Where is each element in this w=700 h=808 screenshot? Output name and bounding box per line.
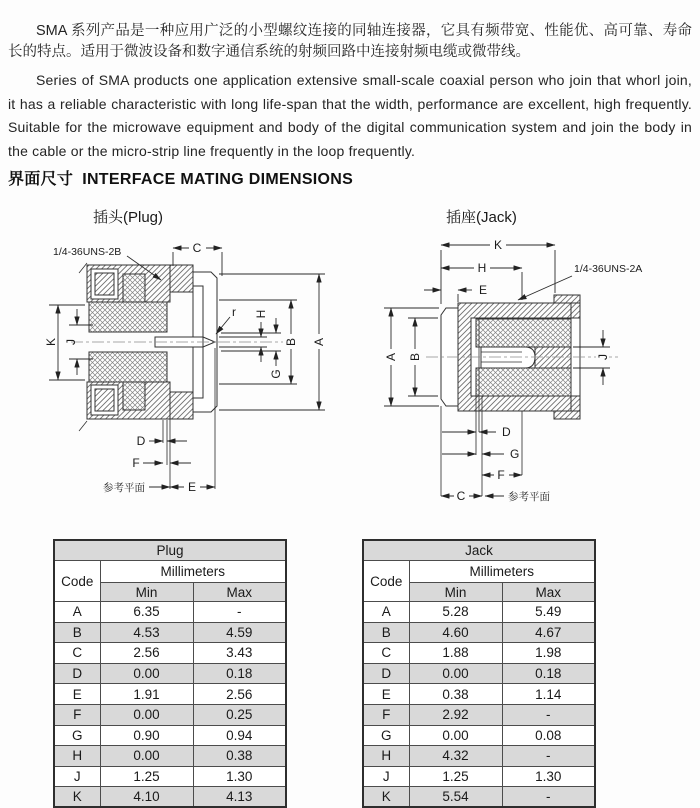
jack-unit-header: Millimeters	[409, 561, 595, 583]
plug-min-header: Min	[100, 583, 193, 602]
plug-gasket-top	[123, 274, 145, 302]
plug-thread-label: 1/4-36UNS-2B	[53, 246, 122, 258]
code-cell: C	[54, 643, 100, 664]
jack-body	[426, 295, 618, 419]
plug-dielectric-bottom	[89, 352, 167, 382]
min-cell: 2.56	[100, 643, 193, 664]
table-row	[363, 746, 595, 767]
code-cell: B	[54, 622, 100, 643]
plug-dielectric-top	[89, 302, 167, 332]
plug-barrel-bottom	[170, 392, 193, 419]
code-cell: F	[54, 704, 100, 725]
plug-dim-f: F	[132, 456, 140, 470]
max-cell: -	[502, 704, 595, 725]
jack-dim-k: K	[493, 238, 503, 252]
max-cell: 3.43	[193, 643, 286, 664]
min-cell: 5.28	[409, 602, 502, 623]
code-cell: J	[363, 766, 409, 787]
table-row	[363, 704, 595, 725]
jack-dim-a: A	[384, 352, 398, 362]
jack-hex-bottom	[554, 411, 580, 419]
code-cell: K	[363, 787, 409, 808]
code-cell: G	[363, 725, 409, 746]
max-cell: 1.30	[502, 766, 595, 787]
max-cell: 2.56	[193, 684, 286, 705]
table-row	[54, 725, 286, 746]
min-cell: 4.32	[409, 746, 502, 767]
plug-dim-h: H	[254, 309, 268, 319]
min-cell: 1.25	[100, 766, 193, 787]
plug-dim-a: A	[312, 337, 326, 347]
code-cell: H	[363, 746, 409, 767]
jack-thread-label: 1/4-36UNS-2A	[574, 263, 643, 275]
code-cell: D	[54, 663, 100, 684]
section-title-en: INTERFACE MATING DIMENSIONS	[82, 171, 354, 188]
max-cell: 0.08	[502, 725, 595, 746]
min-cell: 2.92	[409, 704, 502, 725]
min-cell: 0.00	[100, 746, 193, 767]
plug-diagram-label: 插头(Plug)	[93, 209, 164, 226]
table-row	[54, 602, 286, 623]
table-row	[363, 663, 595, 684]
min-cell: 6.35	[100, 602, 193, 623]
plug-dim-k: K	[44, 337, 58, 347]
min-cell: 0.90	[100, 725, 193, 746]
code-cell: J	[54, 766, 100, 787]
intro-paragraph-en: Series of SMA products one application extensive small-scale coaxial person who join that whorl join, it has a reliable characteristic with long life-span that the width, performance are excellent, high frequently. Suitable for the microwave equipment and body of the digital communication system and join the body in the cable or the micro-strip line frequently in the loop frequently.	[8, 72, 692, 159]
jack-dielectric-bottom	[476, 368, 571, 396]
jack-ref-plane-label: 参考平面	[508, 491, 550, 503]
jack-dielectric-top	[476, 319, 571, 347]
plug-dim-e: E	[187, 480, 197, 494]
min-cell: 0.38	[409, 684, 502, 705]
jack-dim-g: G	[510, 447, 520, 461]
jack-code-header: Code	[363, 561, 409, 602]
table-row	[363, 602, 595, 623]
min-cell: 0.00	[409, 663, 502, 684]
max-cell: 4.13	[193, 787, 286, 808]
max-cell: 1.14	[502, 684, 595, 705]
min-cell: 4.10	[100, 787, 193, 808]
jack-dimensions-table	[362, 539, 596, 808]
jack-dim-e: E	[479, 283, 488, 297]
max-cell: -	[502, 787, 595, 808]
min-cell: 1.25	[409, 766, 502, 787]
max-cell: 4.67	[502, 622, 595, 643]
code-cell: A	[54, 602, 100, 623]
jack-dim-j: J	[596, 354, 610, 360]
plug-dim-b: B	[284, 337, 298, 347]
table-row	[54, 643, 286, 664]
jack-hex-top	[554, 295, 580, 303]
jack-min-header: Min	[409, 583, 502, 602]
min-cell: 4.53	[100, 622, 193, 643]
jack-dim-f: F	[497, 468, 505, 482]
break-marks	[79, 263, 87, 431]
plug-dim-c: C	[192, 241, 202, 255]
table-row	[363, 643, 595, 664]
max-cell: 0.94	[193, 725, 286, 746]
plug-dim-g: G	[269, 369, 283, 379]
code-cell: G	[54, 725, 100, 746]
plug-gasket-bottom	[123, 382, 145, 410]
jack-cross-section-diagram	[358, 230, 693, 532]
min-cell: 5.54	[409, 787, 502, 808]
max-cell: 0.18	[193, 663, 286, 684]
table-row	[54, 766, 286, 787]
code-cell: D	[363, 663, 409, 684]
jack-dim-c: C	[456, 489, 466, 503]
plug-ref-plane-label: 参考平面	[103, 482, 145, 494]
plug-max-header: Max	[193, 583, 286, 602]
max-cell: 1.30	[193, 766, 286, 787]
max-cell: 0.18	[502, 663, 595, 684]
max-cell: -	[193, 602, 286, 623]
code-cell: B	[363, 622, 409, 643]
code-cell: E	[363, 684, 409, 705]
plug-table-title: Plug	[54, 540, 286, 561]
min-cell: 0.00	[409, 725, 502, 746]
max-cell: 0.25	[193, 704, 286, 725]
max-cell: 5.49	[502, 602, 595, 623]
jack-dim-h: H	[477, 261, 487, 275]
plug-dimensions-table	[53, 539, 287, 808]
table-row	[54, 684, 286, 705]
code-cell: A	[363, 602, 409, 623]
jack-dim-d: D	[502, 425, 511, 439]
min-cell: 0.00	[100, 704, 193, 725]
jack-table-title: Jack	[363, 540, 595, 561]
jack-max-header: Max	[502, 583, 595, 602]
table-row	[363, 766, 595, 787]
plug-cross-section-diagram	[25, 230, 355, 532]
intro-paragraph-cn: SMA 系列产品是一种应用广泛的小型螺纹连接的同轴连接器，它具有频带宽、性能优、高可靠、寿命长的特点。适用于微波设备和数字通信系统的射频回路中连接射频电缆或微带线。	[8, 22, 692, 60]
table-row	[363, 622, 595, 643]
min-cell: 1.88	[409, 643, 502, 664]
code-cell: H	[54, 746, 100, 767]
code-cell: K	[54, 787, 100, 808]
plug-unit-header: Millimeters	[100, 561, 286, 583]
plug-dim-j: J	[64, 339, 78, 345]
plug-dim-r: r	[232, 305, 236, 319]
table-row	[54, 622, 286, 643]
plug-barrel-top	[170, 265, 193, 292]
table-row	[363, 725, 595, 746]
table-row	[54, 704, 286, 725]
table-row	[54, 663, 286, 684]
min-cell: 1.91	[100, 684, 193, 705]
max-cell: 4.59	[193, 622, 286, 643]
table-row	[363, 787, 595, 808]
table-row	[363, 684, 595, 705]
plug-dim-d: D	[136, 434, 146, 448]
plug-code-header: Code	[54, 561, 100, 602]
table-row	[54, 746, 286, 767]
jack-diagram-label: 插座(Jack)	[446, 209, 517, 226]
section-title-cn: 界面尺寸	[8, 171, 74, 188]
jack-dim-b: B	[408, 352, 422, 362]
max-cell: -	[502, 746, 595, 767]
min-cell: 4.60	[409, 622, 502, 643]
table-row	[54, 787, 286, 808]
min-cell: 0.00	[100, 663, 193, 684]
code-cell: F	[363, 704, 409, 725]
section-title	[8, 166, 353, 189]
max-cell: 0.38	[193, 746, 286, 767]
max-cell: 1.98	[502, 643, 595, 664]
code-cell: C	[363, 643, 409, 664]
code-cell: E	[54, 684, 100, 705]
jack-socket-contact	[481, 347, 535, 368]
